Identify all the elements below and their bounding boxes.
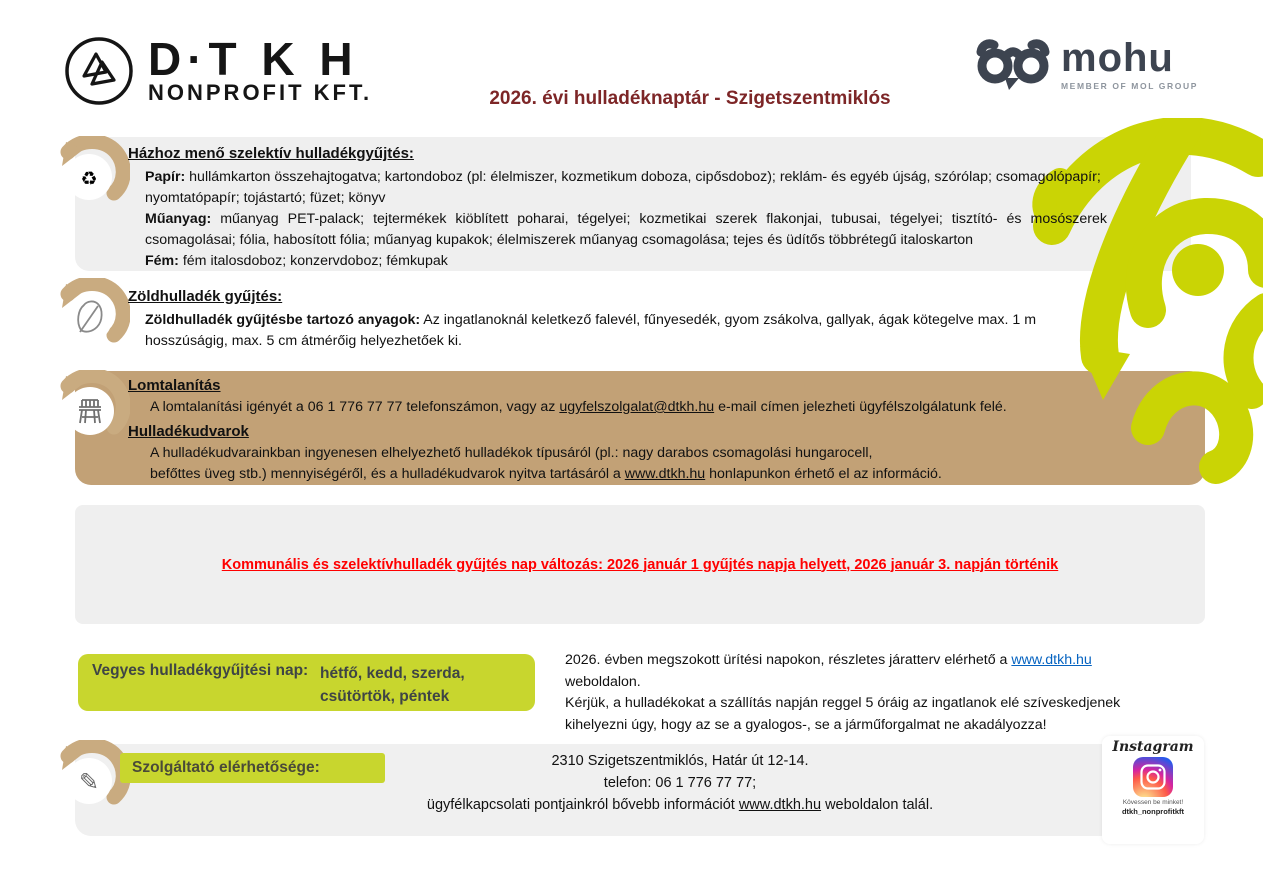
mixed-day-value <box>320 662 465 711</box>
instagram-title: Instagram <box>1112 739 1194 755</box>
mohu-tagline: MEMBER OF MOL GROUP <box>1061 81 1198 91</box>
bulky-heading: Lomtalanítás <box>128 377 221 394</box>
provider-info-pre: ügyfélkapcsolati pontjainkról bővebb információt <box>426 797 739 813</box>
green-waste-lead: Zöldhulladék gyűjtésbe tartozó anyagok: <box>145 312 421 328</box>
provider-contact-icon <box>56 740 130 814</box>
selective-icon <box>56 136 130 210</box>
pencil-icon: ✎ <box>78 769 100 796</box>
mixed-day-label: Vegyes hulladékgyűjtési nap: <box>92 662 309 679</box>
selective-body <box>145 167 1107 272</box>
schedule-info-p2: Kérjük, a hulladékokat a szállítás napján reggel 5 óráig az ingatlanok elé szíveskedjenek kihelyezni úgy, hogy az se a gyalogos-, se a járműforgalmat ne akadályozza! <box>565 695 1121 733</box>
provider-phone: telefon: 06 1 776 77 77; <box>603 775 757 791</box>
green-waste-icon <box>56 278 130 352</box>
bulky-waste-icon <box>56 370 130 444</box>
schedule-info-block <box>565 650 1169 736</box>
schedule-info-p1-pre: 2026. évben megszokott ürítési napokon, részletes járatterv elérhető a <box>565 652 1012 668</box>
plastic-paragraph <box>145 209 1107 251</box>
dtkh-website-link-footer[interactable]: www.dtkh.hu <box>738 797 822 813</box>
notice-box <box>75 505 1205 624</box>
schedule-info-p1-post: weboldalon. <box>565 673 641 690</box>
paper-paragraph <box>145 167 1107 209</box>
green-waste-body <box>145 310 1107 352</box>
mohu-wordmark: mohu <box>1061 36 1174 80</box>
provider-info-line <box>330 794 1030 816</box>
green-waste-heading: Zöldhulladék gyűjtés: <box>128 288 283 305</box>
paper-label: Papír: <box>145 169 186 185</box>
provider-contact-block <box>330 750 1030 816</box>
page-title: 2026. évi hulladéknaptár - Szigetszentmiklós <box>489 88 891 109</box>
dtkh-recycle-logo-icon <box>62 34 136 108</box>
recycle-icon: ♻ <box>80 169 98 190</box>
yards-heading: Hulladékudvarok <box>128 423 249 440</box>
dtkh-website-link-yards[interactable]: www.dtkh.hu <box>624 466 706 482</box>
mohu-owl-icon <box>975 38 1051 90</box>
green-waste-text: Az ingatlanoknál keletkező falevél, fűnyesedék, gyom zsákolva, gallyak, ágak kötegelve max. 1 m hosszúságig, max. 5 cm átmérőig helyezhetőek ki. <box>145 312 1037 349</box>
email-link[interactable]: ugyfelszolgalat@dtkh.hu <box>559 399 715 415</box>
yards-line1: A hulladékudvarainkban ingyenesen elhelyezhető hulladékok típusáról (pl.: nagy darabos csomagolási hungarocell, <box>150 445 873 461</box>
provider-label: Szolgáltató elérhetősége: <box>120 753 385 783</box>
metal-text: fém italosdoboz; konzervdoboz; fémkupak <box>178 253 448 269</box>
mixed-day-value-line2: csütörtök, péntek <box>320 688 450 705</box>
bulky-body <box>150 397 1170 418</box>
yards-line2-post: honlapunkon érhető el az információ. <box>705 466 942 482</box>
mixed-day-box <box>78 654 535 711</box>
metal-paragraph <box>145 251 1107 272</box>
mohu-logo <box>975 38 1198 91</box>
collection-day-change-notice: Kommunális és szelektívhulladék gyűjtés nap változás: 2026 január 1 gyűjtés napja helyett, 2026 január 3. napján történik <box>221 556 1059 573</box>
mixed-day-value-line1: hétfő, kedd, szerda, <box>320 665 465 682</box>
instagram-handle[interactable]: dtkh_nonprofitkft <box>1121 807 1185 816</box>
paper-text: hullámkarton összehajtogatva; kartondoboz (pl: élelmiszer, kozmetikum doboza, cipősdoboz); reklám- és egyéb újság, szórólap; csomagolópapír; nyomtatópapír; tojástartó; füzet; könyv <box>145 169 1101 206</box>
dtkh-wordmark: D·T K H <box>148 33 359 85</box>
schedule-info-p1 <box>565 650 1169 693</box>
plastic-label: Műanyag: <box>145 211 212 227</box>
bulky-text-post: e-mail címen jelezheti ügyfélszolgálatunk felé. <box>714 399 1007 415</box>
yards-line2-pre: befőttes üveg stb.) mennyiségéről, és a hulladékudvarok nyitva tartásáról a <box>150 466 625 482</box>
plastic-text: műanyag PET-palack; tejtermékek kiöblített poharai, tégelyei; kozmetikai szerek flakonjai, tubusai, tégelyei; tisztító- és mosószerek csomagolásai; fólia, habosított fólia; műanyag kupakok; élelmiszerek műanyag csomagolása; tejes és üdítős többrétegű italoskarton <box>145 211 1107 248</box>
selective-heading: Házhoz menő szelektív hulladékgyűjtés: <box>128 145 414 162</box>
bulky-text-pre: A lomtalanítási igényét a 06 1 776 77 77 telefonszámon, vagy az <box>150 399 560 415</box>
dtkh-website-link-info[interactable]: www.dtkh.hu <box>1011 652 1092 668</box>
dtkh-logo <box>62 34 372 108</box>
metal-label: Fém: <box>145 253 179 269</box>
yards-body <box>150 443 1170 485</box>
provider-info-post: weboldalon talál. <box>821 797 934 813</box>
instagram-follow-text: Kövessen be minket! <box>1122 799 1184 806</box>
dtkh-subtitle: NONPROFIT KFT. <box>148 80 373 105</box>
provider-address: 2310 Szigetszentmiklós, Határ út 12-14. <box>551 753 809 769</box>
instagram-icon[interactable] <box>1133 757 1173 797</box>
instagram-card <box>1102 736 1204 844</box>
